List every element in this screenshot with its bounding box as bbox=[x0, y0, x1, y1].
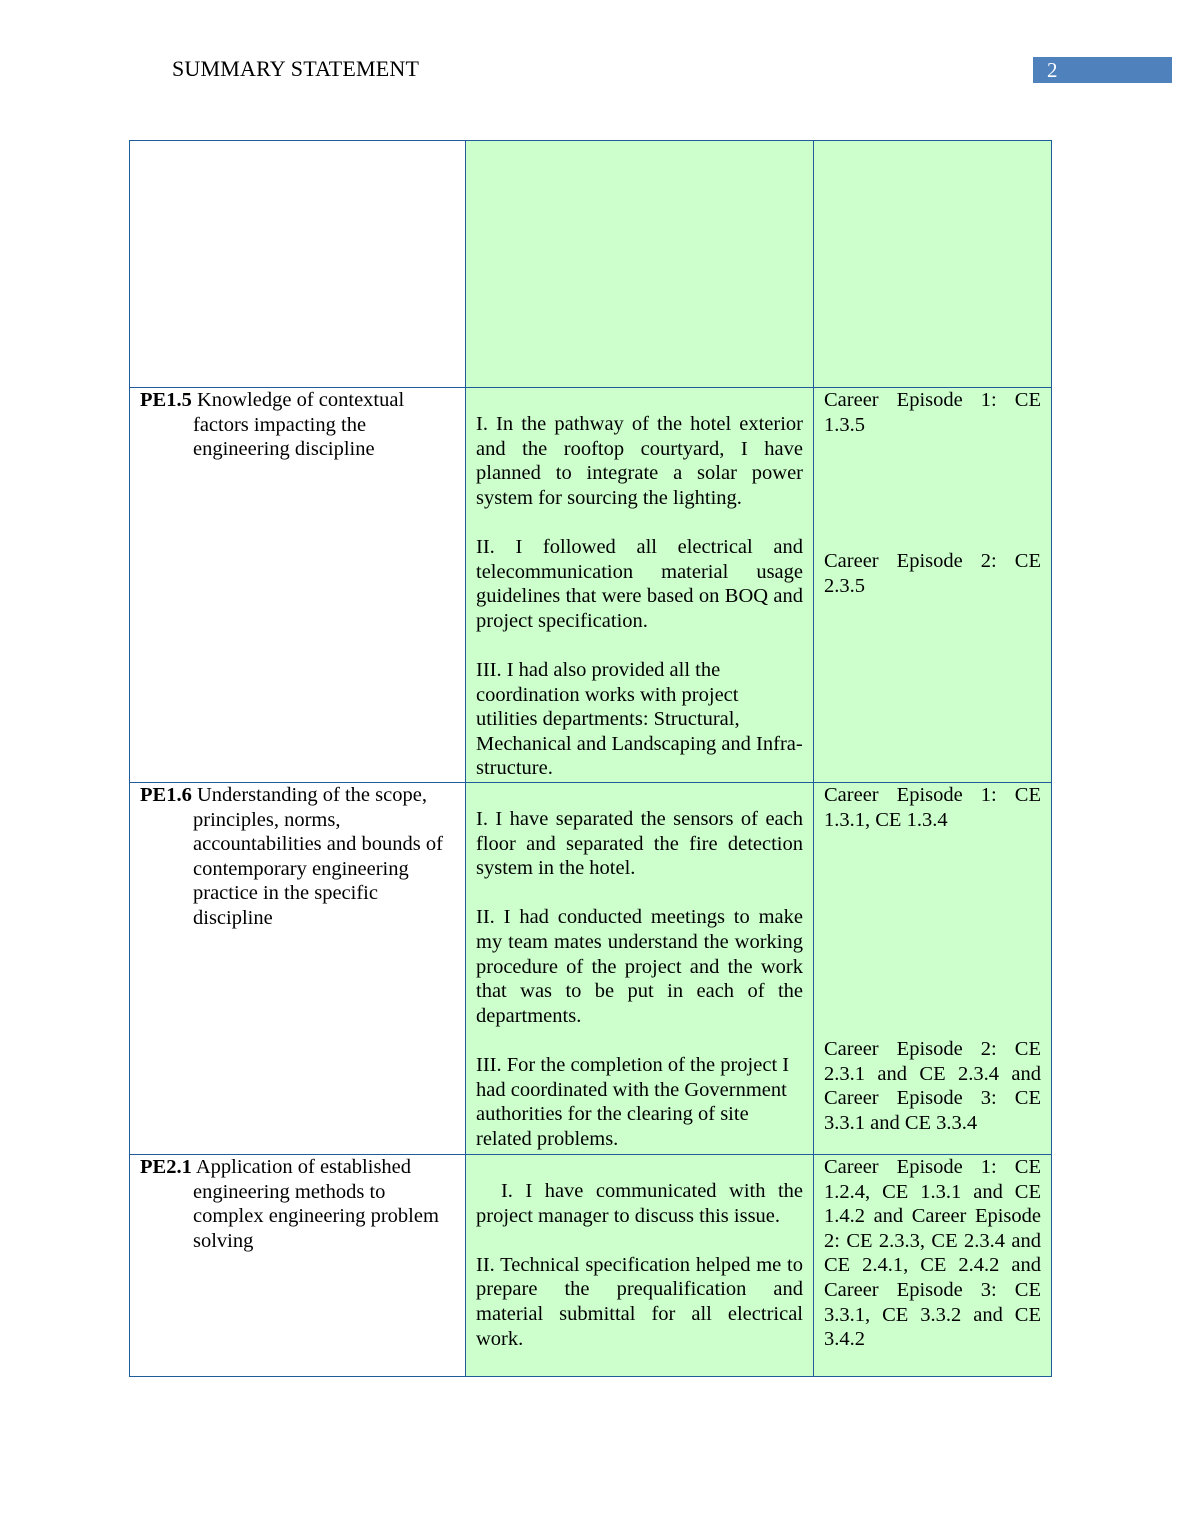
table-row bbox=[130, 141, 1052, 388]
competency-cell bbox=[130, 141, 466, 388]
competency-code: PE1.5 bbox=[140, 389, 192, 411]
activity-paragraph: II. Technical specification helped me to prepare the prequalification and material submittal for all electrical work. bbox=[476, 1253, 803, 1350]
activity-cell bbox=[466, 783, 814, 1155]
reference-cell bbox=[814, 388, 1052, 783]
competency-text: Application of established engineering methods to complex engineering problem solving bbox=[193, 1156, 439, 1252]
career-episode-reference: Career Episode 1: CE 1.3.5 bbox=[824, 389, 1041, 436]
competency-description bbox=[140, 388, 455, 462]
page-number-badge: 2 bbox=[1033, 57, 1172, 83]
career-episode-reference: Career Episode 2: CE 2.3.1 and CE 2.3.4 and Career Episode 3: CE 3.3.1 and CE 3.3.4 bbox=[824, 1038, 1041, 1134]
activity-paragraph: III. For the completion of the project I had coordinated with the Government authorities for the clearing of site related problems. bbox=[476, 1053, 790, 1150]
table-row bbox=[130, 1155, 1052, 1377]
running-header-title: SUMMARY STATEMENT bbox=[172, 56, 420, 81]
competency-cell bbox=[130, 783, 466, 1155]
career-episode-reference: Career Episode 1: CE 1.3.1, CE 1.3.4 bbox=[824, 784, 1041, 831]
competency-cell bbox=[130, 388, 466, 783]
competency-description bbox=[140, 1155, 455, 1253]
competency-code: PE2.1 bbox=[140, 1156, 192, 1178]
competency-text: Understanding of the scope, principles, norms, accountabilities and bounds of contemporary engineering practice in the specific discipline bbox=[193, 784, 443, 929]
activity-cell bbox=[466, 1155, 814, 1377]
activity-paragraph: III. I had also provided all the coordination works with project utilities departments: Structural, Mechanical and Landscaping and Infra-structure. bbox=[476, 658, 803, 780]
career-episode-reference: Career Episode 1: CE 1.2.4, CE 1.3.1 and CE 1.4.2 and Career Episode 2: CE 2.3.3, CE 2.3.4 and CE 2.4.1, CE 2.4.2 and Career Episode 3: CE 3.3.1, CE 3.3.2 and CE 3.4.2 bbox=[824, 1156, 1041, 1351]
reference-cell bbox=[814, 783, 1052, 1155]
career-episode-reference: Career Episode 2: CE 2.3.5 bbox=[824, 550, 1041, 597]
activity-cell bbox=[466, 141, 814, 388]
table-row bbox=[130, 388, 1052, 783]
competency-text: Knowledge of contextual factors impacting the engineering discipline bbox=[193, 389, 405, 461]
competency-table bbox=[129, 140, 1052, 1377]
competency-code: PE1.6 bbox=[140, 784, 192, 806]
reference-cell bbox=[814, 141, 1052, 388]
activity-cell bbox=[466, 388, 814, 783]
activity-paragraph: I. I have communicated with the project manager to discuss this issue. bbox=[476, 1180, 809, 1227]
table-row bbox=[130, 783, 1052, 1155]
activity-paragraph: I. In the pathway of the hotel exterior and the rooftop courtyard, I have planned to integrate a solar power system for sourcing the lighting. bbox=[476, 413, 803, 509]
activity-paragraph: I. I have separated the sensors of each floor and separated the fire detection system in the hotel. bbox=[476, 808, 803, 880]
competency-cell bbox=[130, 1155, 466, 1377]
reference-cell bbox=[814, 1155, 1052, 1377]
activity-paragraph: II. I followed all electrical and telecommunication material usage guidelines that were based on BOQ and project specification. bbox=[476, 535, 803, 632]
competency-description bbox=[140, 783, 455, 931]
activity-paragraph: II. I had conducted meetings to make my team mates understand the working procedure of the project and the work that was to be put in each of the departments. bbox=[476, 906, 803, 1027]
